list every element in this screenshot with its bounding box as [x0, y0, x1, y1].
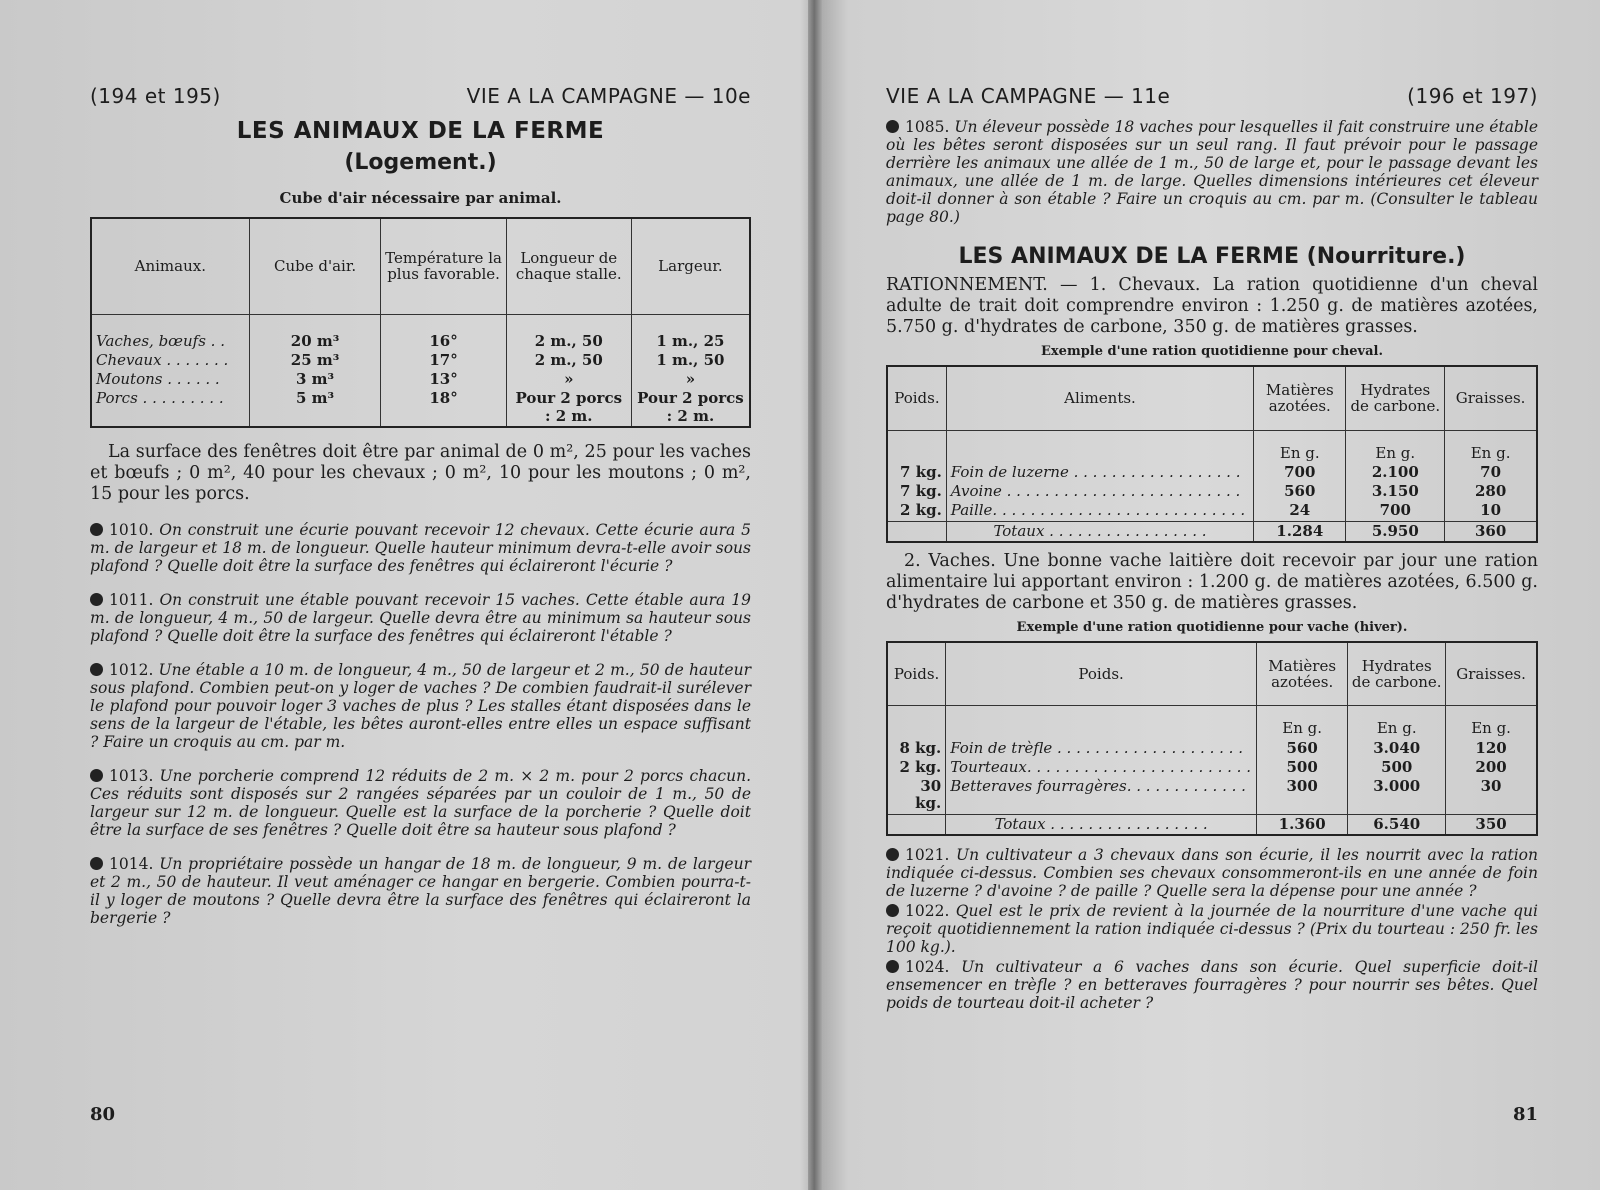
table-cell: En g. — [1446, 706, 1537, 739]
table-cell: En g. — [1348, 706, 1446, 739]
table-cell: 3 m³ — [249, 370, 381, 389]
table-cell: Foin de luzerne . . . . . . . . . . . . . . . . . . — [946, 463, 1253, 482]
horse-ration-caption: Exemple d'une ration quotidienne pour cheval. — [1041, 344, 1383, 359]
housing-table — [90, 217, 751, 428]
exercise-text: On construit une étable pouvant recevoir 15 vaches. Cette étable aura 19 m. de longueur, 4 m., 50 de largeur. Quelle devra être au minimum sa hauteur sous plafond ? Quelle doit être la surface des fenêtres qui éclaireront l'étable ? — [90, 590, 751, 645]
table-row — [91, 389, 750, 427]
exercise-text: Une porcherie comprend 12 réduits de 2 m. × 2 m. pour 2 porcs chacun. Ces réduits sont disposés sur 2 rangées séparées par un couloir de 1 m., 50 de largeur sur 12 m. de longueur. Quelle est la surface de la porcherie ? Quelle doit être la surface de ses fenêtres ? Quelle doit être sa hauteur sous plafond ? — [90, 766, 751, 839]
exercise — [886, 846, 1538, 900]
table-cell: 3.040 — [1348, 739, 1446, 758]
table-cell: » — [631, 370, 750, 389]
bullet-icon — [886, 904, 899, 917]
table-cell: 30 — [1446, 777, 1537, 814]
table-cell: Pour 2 porcs : 2 m. — [506, 389, 631, 427]
table-header: Hydrates de carbone. — [1346, 366, 1445, 430]
total-row — [887, 814, 1537, 835]
table-cell: 10 — [1445, 501, 1537, 521]
table-cell: En g. — [1254, 430, 1346, 463]
table-header: Poids. — [946, 642, 1257, 706]
table-cell: 2 m., 50 — [506, 314, 631, 351]
exercise-number: 1011. — [109, 590, 154, 609]
table-cell: 8 kg. — [899, 738, 942, 757]
table-row — [887, 501, 1537, 521]
left-exercises — [90, 521, 751, 927]
table-cell: 3.150 — [1346, 482, 1445, 501]
table-row — [887, 758, 1537, 777]
right-header-title: VIE A LA CAMPAGNE — 11e — [886, 84, 1171, 108]
table-header: Poids. — [887, 642, 946, 706]
horse-ration-table — [886, 365, 1538, 543]
exercise-text: Un propriétaire possède un hangar de 18 m. de longueur, 9 m. de largeur et 2 m., 50 de hauteur. Il veut aménager ce hangar en bergerie. Combien pourra-t-il y loger de moutons ? Quelle devra être la surface des fenêtres qui éclaireront la bergerie ? — [90, 854, 751, 927]
table-cell: 30 kg. — [915, 777, 942, 813]
table-cell: Moutons . . . . . . — [96, 370, 220, 388]
right-section-title: LES ANIMAUX DE LA FERME (Nourriture.) — [958, 244, 1466, 269]
table-header: Cube d'air. — [249, 218, 381, 314]
table-header: Matières azotées. — [1254, 366, 1346, 430]
exercise-text: Un cultivateur a 6 vaches dans son écurie. Quel superficie doit-il ensemencer en trèfle ? en betteraves fourragères ? pour nourrir ses bêtes. Quel poids de tourteau doit-il acheter ? — [886, 957, 1538, 1012]
left-header-pages: (194 et 195) — [90, 84, 221, 108]
table-header: Hydrates de carbone. — [1348, 642, 1446, 706]
exercise-text: Un cultivateur a 3 chevaux dans son écurie, il les nourrit avec la ration indiquée ci-dessus. Combien ses chevaux consommeront-ils en une année de foin de luzerne ? d'avoine ? de paille ? Quelle sera la dépense pour une année ? — [886, 845, 1538, 900]
table-cell: 2 kg. — [900, 501, 942, 520]
table-row — [887, 482, 1537, 501]
table-header: Largeur. — [631, 218, 750, 314]
unit-row — [887, 706, 1537, 739]
exercise — [90, 855, 751, 927]
table-cell: 5.950 — [1346, 521, 1445, 542]
table-cell: 13° — [381, 370, 506, 389]
table-row — [887, 463, 1537, 482]
table-row — [887, 777, 1537, 814]
exercise — [886, 958, 1538, 1012]
right-header-pages: (196 et 197) — [1407, 84, 1538, 108]
window-surface-paragraph: La surface des fenêtres doit être par animal de 0 m², 25 pour les vaches et bœufs ; 0 m², 40 pour les chevaux ; 0 m², 10 pour les moutons ; 0 m², 15 pour les porcs. — [90, 441, 751, 504]
table-cell: Totaux . . . . . . . . . . . . . . . . . — [946, 521, 1253, 542]
right-exercises — [886, 846, 1538, 1012]
exercise — [90, 661, 751, 751]
table-cell: 2 kg. — [899, 757, 942, 776]
table-cell: 6.540 — [1348, 814, 1446, 835]
table-cell: 1.284 — [1254, 521, 1346, 542]
table-cell: 120 — [1446, 739, 1537, 758]
table-header: Animaux. — [91, 218, 249, 314]
table-cell: 5 m³ — [249, 389, 381, 427]
table-header: Graisses. — [1446, 642, 1537, 706]
table-cell: 17° — [381, 351, 506, 370]
bullet-icon — [886, 960, 899, 973]
table-cell: Chevaux . . . . . . . — [96, 350, 229, 369]
exercise-number: 1022. — [905, 901, 950, 920]
table-cell: 350 — [1446, 814, 1537, 835]
table-cell: 360 — [1445, 521, 1537, 542]
table-cell — [887, 521, 946, 542]
table-row — [91, 351, 750, 370]
table-cell: Foin de trèfle . . . . . . . . . . . . . . . . . . . . — [946, 739, 1257, 758]
left-page-number: 80 — [90, 1104, 116, 1125]
table-cell: 7 kg. — [900, 462, 942, 481]
left-header-title: VIE A LA CAMPAGNE — 10e — [466, 84, 751, 108]
table-cell: 2 m., 50 — [506, 351, 631, 370]
table-cell: 560 — [1257, 739, 1348, 758]
table-cell: Porcs . . . . . . . . . — [96, 389, 224, 408]
exercise — [886, 902, 1538, 956]
table-cell — [946, 430, 1253, 463]
exercise-number: 1014. — [109, 854, 154, 873]
table-cell: 1.360 — [1257, 814, 1348, 835]
exercise-number: 1085. — [905, 118, 950, 136]
table-cell: 2.100 — [1346, 463, 1445, 482]
table-cell — [887, 814, 946, 835]
table-cell — [887, 706, 946, 739]
bullet-icon — [90, 857, 103, 870]
table-cell: 25 m³ — [249, 351, 381, 370]
table-cell: 16° — [381, 314, 506, 351]
table-header: Poids. — [887, 366, 946, 430]
exercise — [90, 591, 751, 645]
table-cell: Vaches, bœufs . . — [96, 331, 225, 350]
table-cell: En g. — [1346, 430, 1445, 463]
exercise-number: 1013. — [109, 766, 154, 785]
table-cell: Tourteaux. . . . . . . . . . . . . . . . . . . . . . . . — [946, 758, 1257, 777]
table-cell: 560 — [1254, 482, 1346, 501]
cow-ration-caption: Exemple d'une ration quotidienne pour vache (hiver). — [1016, 619, 1408, 635]
table-cell: » — [506, 370, 631, 389]
table-cell: 700 — [1346, 501, 1445, 521]
right-running-header — [886, 84, 1538, 108]
exercise-text: Quel est le prix de revient à la journée de la nourriture d'une vache qui reçoit quotidiennement la ration indiquée ci-dessus ? (Prix du tourteau : 250 fr. les 100 kg.). — [886, 901, 1538, 956]
left-page-subtitle: (Logement.) — [344, 150, 497, 175]
unit-row — [887, 430, 1537, 463]
table-header: Longueur de chaque stalle. — [506, 218, 631, 314]
exercise-text: On construit une écurie pouvant recevoir 12 chevaux. Cette écurie aura 5 m. de largeur et 18 m. de longueur. Quelle hauteur minimum devra-t-elle avoir sous plafond ? Quelle doit être la surface des fenêtres qui éclaireront l'écurie ? — [90, 520, 751, 575]
table-cell: Totaux . . . . . . . . . . . . . . . . . — [946, 814, 1257, 835]
table-cell: 1 m., 25 — [631, 314, 750, 351]
table-cell: 70 — [1445, 463, 1537, 482]
table-cell: 280 — [1445, 482, 1537, 501]
table-cell: 7 kg. — [900, 482, 942, 500]
table-cell: En g. — [1445, 430, 1537, 463]
right-page — [822, 0, 1600, 1190]
table-cell: 700 — [1254, 463, 1346, 482]
cow-ration-table — [886, 641, 1538, 836]
table-cell: 1 m., 50 — [631, 351, 750, 370]
table-row — [887, 739, 1537, 758]
left-running-header — [90, 84, 751, 108]
housing-table-caption: Cube d'air nécessaire par animal. — [279, 189, 562, 207]
bullet-icon — [90, 769, 103, 782]
table-header: Aliments. — [946, 366, 1253, 430]
ration-cows-paragraph: 2. Vaches. Une bonne vache laitière doit recevoir par jour une ration alimentaire lui apportant environ : 1.200 g. de matières azotées, 6.500 g. d'hydrates de carbone et 350 g. de matières grasses. — [886, 550, 1538, 613]
exercise-text: Un éleveur possède 18 vaches pour lesquelles il fait construire une étable où les bêtes seront disposées sur un seul rang. Il faut prévoir pour le passage derrière les animaux une allée de 1 m., 50 de large et, pour le passage devant les animaux, une allée de 1 m. de large. Quelles dimensions intérieures cet éleveur doit-il donner à son étable ? Faire un croquis au cm. par m. (Consulter le tableau page 80.) — [886, 118, 1538, 226]
bullet-icon — [886, 120, 899, 133]
table-cell: En g. — [1257, 706, 1348, 739]
table-cell: Betteraves fourragères. . . . . . . . . . . . . — [946, 777, 1257, 814]
table-cell: 300 — [1257, 777, 1348, 814]
table-cell: Paille. . . . . . . . . . . . . . . . . . . . . . . . . . . — [946, 501, 1253, 521]
bullet-icon — [90, 663, 103, 676]
exercise — [886, 118, 1538, 226]
table-cell: 500 — [1348, 758, 1446, 777]
right-page-number: 81 — [1512, 1104, 1538, 1125]
exercise-number: 1012. — [109, 660, 154, 679]
table-cell: 3.000 — [1348, 777, 1446, 814]
table-cell: 20 m³ — [249, 314, 381, 351]
total-row — [887, 521, 1537, 542]
table-cell: Pour 2 porcs : 2 m. — [631, 389, 750, 427]
bullet-icon — [886, 848, 899, 861]
table-cell: 18° — [381, 389, 506, 427]
ration-horses-paragraph: RATIONNEMENT. — 1. Chevaux. La ration quotidienne d'un cheval adulte de trait doit comprendre environ : 1.250 g. de matières azotées, 5.750 g. d'hydrates de carbone, 350 g. de matières grasses. — [886, 275, 1538, 337]
table-cell — [887, 430, 946, 463]
left-page-title: LES ANIMAUX DE LA FERME — [236, 118, 605, 144]
exercise — [90, 767, 751, 839]
bullet-icon — [90, 523, 103, 536]
table-header: Température la plus favorable. — [381, 218, 506, 314]
exercise-number: 1021. — [905, 845, 950, 864]
exercise-number: 1010. — [109, 520, 154, 539]
exercise-text: Une étable a 10 m. de longueur, 4 m., 50 de largeur et 2 m., 50 de hauteur sous plafond. Combien peut-on y loger de vaches ? De combien faudrait-il surélever le plafond pour pouvoir loger 3 vaches de plus ? Les stalles étant disposées dans le sens de la largeur de l'étable, les bêtes auront-elles entre elles un espace suffisant ? Faire un croquis au cm. par m. — [90, 660, 751, 751]
table-cell: 200 — [1446, 758, 1537, 777]
table-cell: 500 — [1257, 758, 1348, 777]
exercise-number: 1024. — [905, 957, 950, 976]
table-cell: 24 — [1254, 501, 1346, 521]
table-row — [91, 314, 750, 351]
table-header: Matières azotées. — [1257, 642, 1348, 706]
table-header: Graisses. — [1445, 366, 1537, 430]
table-cell — [946, 706, 1257, 739]
table-row — [91, 370, 750, 389]
table-cell: Avoine . . . . . . . . . . . . . . . . . . . . . . . . . — [946, 482, 1253, 501]
exercise — [90, 521, 751, 575]
bullet-icon — [90, 593, 103, 606]
